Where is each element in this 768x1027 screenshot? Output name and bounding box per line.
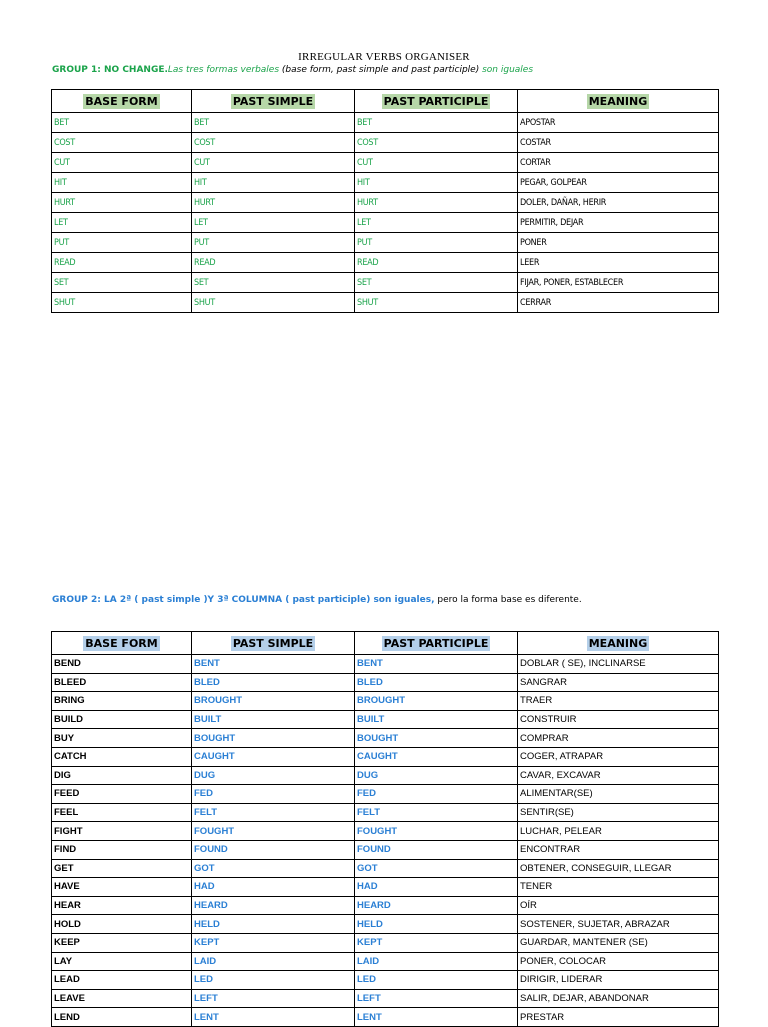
past-participle-cell: KEPT	[355, 933, 518, 952]
table-header-row	[52, 632, 719, 655]
meaning-cell: CORTAR	[518, 153, 719, 173]
base-form-cell: LEND	[52, 1008, 192, 1027]
meaning-cell: ALIMENTAR(SE)	[518, 785, 719, 804]
group1-intro-b: (base form, past simple and past participle)	[279, 65, 480, 75]
table-row	[52, 113, 719, 133]
past-participle-cell: FELT	[355, 803, 518, 822]
past-simple-cell: HIT	[192, 173, 355, 193]
base-form-cell: FEEL	[52, 803, 192, 822]
table-row	[52, 153, 719, 173]
past-simple-cell: LET	[192, 213, 355, 233]
group2-heading	[52, 595, 582, 605]
group2-rest: pero la forma base es diferente.	[434, 595, 582, 605]
base-form-cell: COST	[52, 133, 192, 153]
base-form-cell: HURT	[52, 193, 192, 213]
base-form-cell: BUILD	[52, 710, 192, 729]
past-participle-cell: HIT	[355, 173, 518, 193]
past-participle-cell: LAID	[355, 952, 518, 971]
table-row	[52, 766, 719, 785]
past-participle-cell: DUG	[355, 766, 518, 785]
group2-verbs-table	[51, 631, 719, 1027]
meaning-cell: SENTIR(SE)	[518, 803, 719, 822]
header-past-simple: PAST SIMPLE	[192, 90, 355, 113]
meaning-cell: APOSTAR	[518, 113, 719, 133]
base-form-cell: KEEP	[52, 933, 192, 952]
group1-heading	[52, 65, 533, 75]
table-row	[52, 655, 719, 674]
past-participle-cell: LED	[355, 971, 518, 990]
table-row	[52, 933, 719, 952]
past-simple-cell: HURT	[192, 193, 355, 213]
table-row	[52, 729, 719, 748]
table-row	[52, 213, 719, 233]
meaning-cell: SOSTENER, SUJETAR, ABRAZAR	[518, 915, 719, 934]
past-participle-cell: BUILT	[355, 710, 518, 729]
header-meaning: MEANING	[518, 90, 719, 113]
past-simple-cell: READ	[192, 253, 355, 273]
table-row	[52, 952, 719, 971]
header-base-form: BASE FORM	[52, 632, 192, 655]
meaning-cell: SALIR, DEJAR, ABANDONAR	[518, 989, 719, 1008]
table-row	[52, 915, 719, 934]
past-participle-cell: HURT	[355, 193, 518, 213]
meaning-cell: CAVAR, EXCAVAR	[518, 766, 719, 785]
table-row	[52, 747, 719, 766]
past-simple-cell: KEPT	[192, 933, 355, 952]
group1-intro-c: son iguales	[479, 65, 534, 75]
past-simple-cell: SHUT	[192, 293, 355, 313]
table-row	[52, 971, 719, 990]
past-simple-cell: BOUGHT	[192, 729, 355, 748]
base-form-cell: SHUT	[52, 293, 192, 313]
past-simple-cell: FELT	[192, 803, 355, 822]
past-simple-cell: SET	[192, 273, 355, 293]
header-past-simple: PAST SIMPLE	[192, 632, 355, 655]
past-participle-cell: FOUND	[355, 840, 518, 859]
group2-label: GROUP 2: LA 2ª ( past simple )Y 3ª COLUMNA ( past participle) son iguales,	[52, 595, 435, 605]
table-row	[52, 803, 719, 822]
meaning-cell: LEER	[518, 253, 719, 273]
table-row	[52, 293, 719, 313]
past-participle-cell: LEFT	[355, 989, 518, 1008]
meaning-cell: CERRAR	[518, 293, 719, 313]
past-participle-cell: HELD	[355, 915, 518, 934]
past-participle-cell: HAD	[355, 878, 518, 897]
past-participle-cell: SET	[355, 273, 518, 293]
past-participle-cell: READ	[355, 253, 518, 273]
base-form-cell: LEAVE	[52, 989, 192, 1008]
past-participle-cell: COST	[355, 133, 518, 153]
meaning-cell: COGER, ATRAPAR	[518, 747, 719, 766]
base-form-cell: PUT	[52, 233, 192, 253]
meaning-cell: DOLER, DAÑAR, HERIR	[518, 193, 719, 213]
base-form-cell: LAY	[52, 952, 192, 971]
past-simple-cell: LAID	[192, 952, 355, 971]
meaning-cell: SANGRAR	[518, 673, 719, 692]
base-form-cell: HAVE	[52, 878, 192, 897]
meaning-cell: LUCHAR, PELEAR	[518, 822, 719, 841]
table-row	[52, 673, 719, 692]
past-participle-cell: FED	[355, 785, 518, 804]
base-form-cell: HIT	[52, 173, 192, 193]
past-simple-cell: HELD	[192, 915, 355, 934]
meaning-cell: COMPRAR	[518, 729, 719, 748]
past-simple-cell: BENT	[192, 655, 355, 674]
past-participle-cell: LENT	[355, 1008, 518, 1027]
past-simple-cell: BLED	[192, 673, 355, 692]
base-form-cell: HOLD	[52, 915, 192, 934]
past-simple-cell: GOT	[192, 859, 355, 878]
table-row	[52, 133, 719, 153]
base-form-cell: HEAR	[52, 896, 192, 915]
past-participle-cell: BENT	[355, 655, 518, 674]
meaning-cell: DIRIGIR, LIDERAR	[518, 971, 719, 990]
past-simple-cell: BROUGHT	[192, 692, 355, 711]
meaning-cell: PERMITIR, DEJAR	[518, 213, 719, 233]
past-participle-cell: BET	[355, 113, 518, 133]
past-participle-cell: BLED	[355, 673, 518, 692]
base-form-cell: FIGHT	[52, 822, 192, 841]
header-past-participle: PAST PARTICIPLE	[355, 632, 518, 655]
base-form-cell: BEND	[52, 655, 192, 674]
meaning-cell: GUARDAR, MANTENER (SE)	[518, 933, 719, 952]
base-form-cell: FEED	[52, 785, 192, 804]
past-simple-cell: COST	[192, 133, 355, 153]
past-simple-cell: FOUGHT	[192, 822, 355, 841]
past-simple-cell: BUILT	[192, 710, 355, 729]
past-simple-cell: LED	[192, 971, 355, 990]
table-row	[52, 878, 719, 897]
base-form-cell: CUT	[52, 153, 192, 173]
past-simple-cell: CUT	[192, 153, 355, 173]
past-simple-cell: PUT	[192, 233, 355, 253]
group1-intro-a: Las tres formas verbales	[167, 65, 280, 75]
past-simple-cell: FOUND	[192, 840, 355, 859]
header-meaning: MEANING	[518, 632, 719, 655]
table-row	[52, 989, 719, 1008]
past-participle-cell: FOUGHT	[355, 822, 518, 841]
past-simple-cell: DUG	[192, 766, 355, 785]
base-form-cell: READ	[52, 253, 192, 273]
meaning-cell: COSTAR	[518, 133, 719, 153]
meaning-cell: ENCONTRAR	[518, 840, 719, 859]
past-participle-cell: CAUGHT	[355, 747, 518, 766]
table-row	[52, 233, 719, 253]
past-simple-cell: LENT	[192, 1008, 355, 1027]
past-simple-cell: CAUGHT	[192, 747, 355, 766]
past-simple-cell: HEARD	[192, 896, 355, 915]
past-simple-cell: BET	[192, 113, 355, 133]
base-form-cell: FIND	[52, 840, 192, 859]
base-form-cell: LET	[52, 213, 192, 233]
meaning-cell: OBTENER, CONSEGUIR, LLEGAR	[518, 859, 719, 878]
past-participle-cell: PUT	[355, 233, 518, 253]
header-base-form: BASE FORM	[52, 90, 192, 113]
base-form-cell: SET	[52, 273, 192, 293]
past-participle-cell: BROUGHT	[355, 692, 518, 711]
base-form-cell: DIG	[52, 766, 192, 785]
table-header-row	[52, 90, 719, 113]
table-row	[52, 785, 719, 804]
meaning-cell: CONSTRUIR	[518, 710, 719, 729]
base-form-cell: BET	[52, 113, 192, 133]
meaning-cell: OÍR	[518, 896, 719, 915]
past-participle-cell: LET	[355, 213, 518, 233]
table-row	[52, 859, 719, 878]
base-form-cell: LEAD	[52, 971, 192, 990]
past-participle-cell: BOUGHT	[355, 729, 518, 748]
table-row	[52, 692, 719, 711]
base-form-cell: BUY	[52, 729, 192, 748]
table-row	[52, 273, 719, 293]
base-form-cell: GET	[52, 859, 192, 878]
past-participle-cell: HEARD	[355, 896, 518, 915]
past-participle-cell: CUT	[355, 153, 518, 173]
past-participle-cell: GOT	[355, 859, 518, 878]
base-form-cell: BRING	[52, 692, 192, 711]
meaning-cell: PONER, COLOCAR	[518, 952, 719, 971]
meaning-cell: TENER	[518, 878, 719, 897]
meaning-cell: TRAER	[518, 692, 719, 711]
group1-verbs-table	[51, 89, 719, 313]
meaning-cell: PRESTAR	[518, 1008, 719, 1027]
table-row	[52, 253, 719, 273]
table-row	[52, 173, 719, 193]
table-row	[52, 193, 719, 213]
past-participle-cell: SHUT	[355, 293, 518, 313]
table-row	[52, 822, 719, 841]
table-row	[52, 710, 719, 729]
base-form-cell: BLEED	[52, 673, 192, 692]
past-simple-cell: HAD	[192, 878, 355, 897]
past-simple-cell: FED	[192, 785, 355, 804]
past-simple-cell: LEFT	[192, 989, 355, 1008]
table-row	[52, 840, 719, 859]
meaning-cell: PEGAR, GOLPEAR	[518, 173, 719, 193]
header-past-participle: PAST PARTICIPLE	[355, 90, 518, 113]
meaning-cell: PONER	[518, 233, 719, 253]
page-title: IRREGULAR VERBS ORGANISER	[298, 51, 470, 63]
meaning-cell: FIJAR, PONER, ESTABLECER	[518, 273, 719, 293]
meaning-cell: DOBLAR ( SE), INCLINARSE	[518, 655, 719, 674]
table-row	[52, 896, 719, 915]
group1-label: GROUP 1: NO CHANGE.	[52, 65, 168, 75]
base-form-cell: CATCH	[52, 747, 192, 766]
